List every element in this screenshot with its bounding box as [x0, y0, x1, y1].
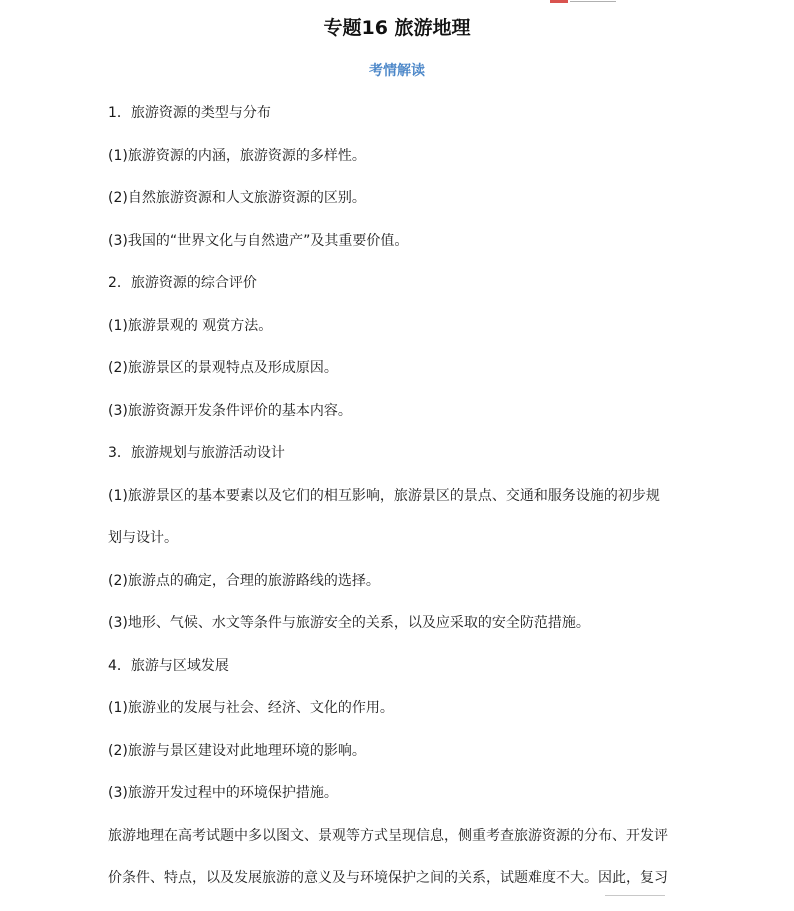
body-line-9: 3．旅游规划与旅游活动设计: [108, 445, 285, 461]
body-line-8: (3)旅游资源开发条件评价的基本内容。: [108, 402, 352, 419]
body-line-11: 划与设计。: [108, 530, 178, 546]
body-line-7: (2)旅游景区的景观特点及形成原因。: [108, 360, 338, 376]
body-line-18: 旅游地理在高考试题中多以图文、景观等方式呈现信息，侧重考查旅游资源的分布、开发评: [108, 827, 668, 844]
body-line-17: (3)旅游开发过程中的环境保护措施。: [108, 785, 338, 801]
body-line-6: (1)旅游景观的 观赏方法。: [108, 317, 273, 334]
body-line-1: 1．旅游资源的类型与分布: [108, 105, 271, 121]
body-line-16: (2)旅游与景区建设对此地理环境的影响。: [108, 742, 366, 759]
document-body: [108, 103, 688, 911]
header-rule: [570, 1, 616, 2]
body-line-2: (1)旅游资源的内涵，旅游资源的多样性。: [108, 147, 366, 164]
section-heading: 考情解读: [369, 63, 425, 79]
page-title: 专题16 旅游地理: [323, 17, 471, 39]
body-line-4: (3)我国的“世界文化与自然遗产”及其重要价值。: [108, 232, 409, 249]
body-line-13: (3)地形、气候、水文等条件与旅游安全的关系，以及应采取的安全防范措施。: [108, 615, 590, 631]
body-line-3: (2)自然旅游资源和人文旅游资源的区别。: [108, 190, 366, 206]
body-line-5: 2．旅游资源的综合评价: [108, 275, 257, 291]
body-line-10: (1)旅游景区的基本要素以及它们的相互影响，旅游景区的景点、交通和服务设施的初步规: [108, 487, 660, 504]
footer-rule: [605, 895, 665, 896]
header-mark-icon: [550, 0, 568, 3]
body-line-15: (1)旅游业的发展与社会、经济、文化的作用。: [108, 700, 394, 716]
body-line-12: (2)旅游点的确定，合理的旅游路线的选择。: [108, 572, 380, 589]
body-line-14: 4．旅游与区域发展: [108, 657, 229, 674]
body-line-19: 价条件、特点，以及发展旅游的意义及与环境保护之间的关系，试题难度不大。因此，复习: [108, 870, 668, 886]
